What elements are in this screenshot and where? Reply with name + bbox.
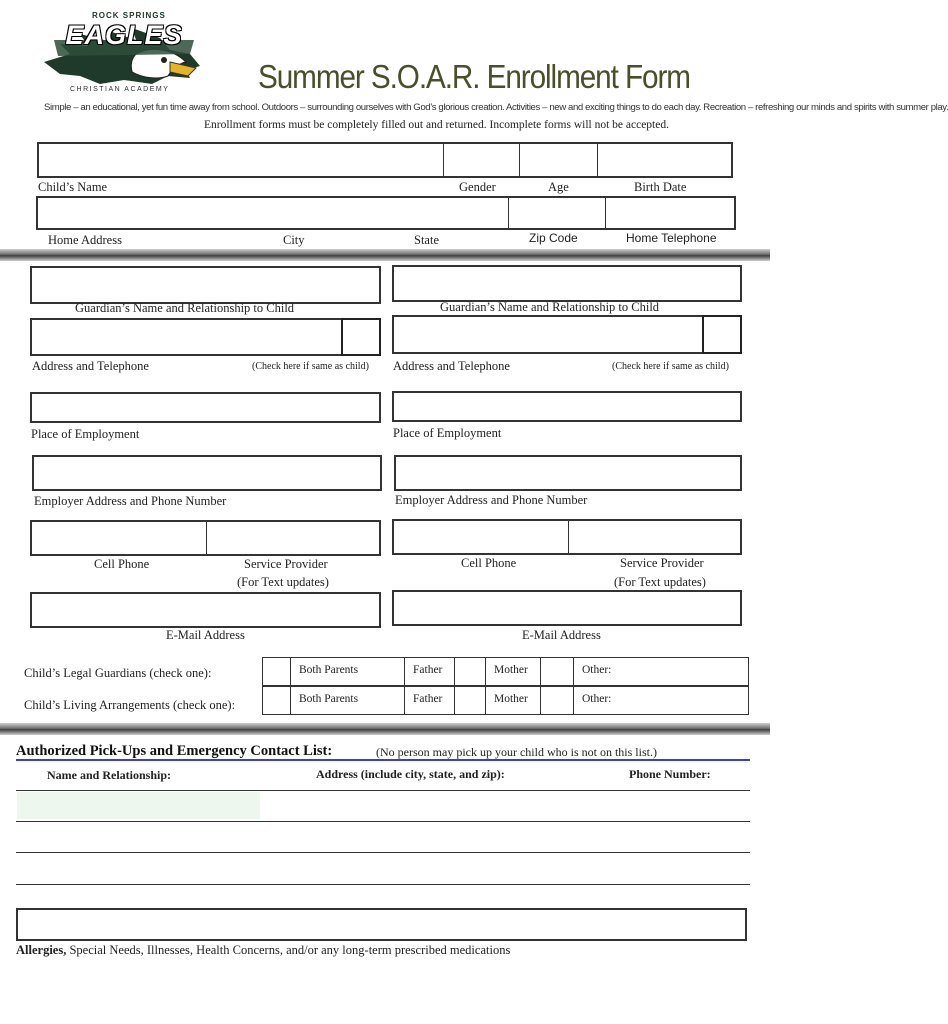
- legal-check-mother[interactable]: [541, 658, 574, 685]
- pickup-heading: Authorized Pick-Ups and Emergency Contact List:: [16, 743, 333, 759]
- state-label: State: [414, 233, 439, 247]
- tagline: Simple – an educational, yet fun time away from school. Outdoors – surrounding ourselves with God’s glorious creation. Activities – new and exciting things to do each day. Recreation – refreshing our minds and spirits with summer play.: [44, 102, 948, 113]
- logo-name: EAGLES: [65, 20, 183, 50]
- guardian1-name-label: Guardian’s Name and Relationship to Child: [75, 301, 295, 315]
- option-both-parents: Both Parents: [291, 687, 405, 714]
- option-mother: Mother: [486, 658, 541, 685]
- guardian2-email-field[interactable]: [392, 590, 742, 626]
- guardian2-employer-address-field[interactable]: [394, 455, 742, 491]
- guardian1-employer-address-field[interactable]: [32, 455, 382, 491]
- age-field[interactable]: [519, 144, 596, 176]
- gender-label: Gender: [459, 180, 496, 194]
- city-label: City: [283, 233, 305, 247]
- contact-row-line[interactable]: [16, 884, 750, 885]
- guardian1-employment-field[interactable]: [30, 392, 381, 423]
- guardian2-employer-address-label: Employer Address and Phone Number: [395, 493, 588, 507]
- guardian2-cell-label: Cell Phone: [461, 556, 517, 570]
- logo-org-bottom: CHRISTIAN ACADEMY: [70, 86, 170, 93]
- zip-code-field[interactable]: [508, 198, 605, 228]
- contact-highlight: [17, 792, 260, 819]
- home-address-field[interactable]: [38, 198, 506, 228]
- gender-field[interactable]: [443, 144, 518, 176]
- option-father: Father: [405, 687, 455, 714]
- allergies-label-bold: Allergies,: [16, 943, 67, 957]
- guardian2-name-label: Guardian’s Name and Relationship to Child: [440, 300, 660, 314]
- page-title: Summer S.O.A.R. Enrollment Form: [258, 58, 690, 95]
- pickup-col-phone: Phone Number:: [629, 767, 711, 781]
- home-telephone-label: Home Telephone: [626, 231, 717, 245]
- option-father: Father: [405, 658, 455, 685]
- logo: [40, 10, 205, 98]
- guardian2-address-label: Address and Telephone: [393, 359, 510, 373]
- legal-check-both-parents[interactable]: [263, 658, 291, 685]
- allergies-label-rest: Special Needs, Illnesses, Health Concerns, and/or any long-term prescribed medications: [66, 943, 511, 957]
- age-label: Age: [548, 180, 569, 194]
- legal-guardians-label: Child’s Legal Guardians (check one):: [24, 666, 212, 680]
- option-both-parents: Both Parents: [291, 658, 405, 685]
- guardian2-name-field[interactable]: [392, 265, 742, 302]
- living-arrangements-options: [262, 686, 749, 715]
- living-check-mother[interactable]: [541, 687, 574, 714]
- pickup-col-address: Address (include city, state, and zip):: [316, 767, 505, 781]
- option-other[interactable]: Other:: [582, 693, 612, 705]
- heading-underline: [16, 759, 750, 761]
- guardian2-provider-field[interactable]: [568, 521, 740, 553]
- guardian1-provider-label: Service Provider: [244, 557, 328, 571]
- guardian2-cell-field[interactable]: [394, 521, 566, 553]
- guardian1-same-checkbox[interactable]: [341, 318, 381, 356]
- contact-row-line[interactable]: [16, 852, 750, 853]
- allergies-field[interactable]: [16, 908, 747, 941]
- section-divider: [0, 249, 770, 261]
- contact-row-line[interactable]: [16, 790, 750, 791]
- pickup-col-name: Name and Relationship:: [47, 768, 172, 782]
- home-address-label: Home Address: [48, 233, 122, 247]
- guardian1-provider-note: (For Text updates): [237, 575, 329, 589]
- home-telephone-field[interactable]: [606, 198, 734, 228]
- guardian1-address-label: Address and Telephone: [32, 359, 149, 373]
- legal-guardians-options: [262, 657, 749, 686]
- pickup-note: (No person may pick up your child who is not on this list.): [376, 745, 657, 759]
- guardian1-provider-field[interactable]: [206, 522, 379, 554]
- zip-code-label: Zip Code: [529, 231, 578, 245]
- logo-org-top: ROCK SPRINGS: [92, 11, 166, 20]
- guardian2-same-checkbox[interactable]: [702, 315, 742, 354]
- legal-check-father[interactable]: [455, 658, 486, 685]
- guardian2-provider-label: Service Provider: [620, 556, 704, 570]
- guardian1-email-field[interactable]: [30, 592, 381, 628]
- living-check-both-parents[interactable]: [263, 687, 291, 714]
- guardian2-same-label: (Check here if same as child): [612, 361, 729, 372]
- guardian1-address-field[interactable]: [30, 318, 381, 356]
- birth-date-label: Birth Date: [634, 180, 687, 194]
- child-name-label: Child’s Name: [38, 180, 108, 194]
- guardian1-employment-label: Place of Employment: [31, 427, 140, 441]
- guardian2-employment-field[interactable]: [392, 391, 742, 422]
- guardian1-cell-label: Cell Phone: [94, 557, 150, 571]
- child-name-field[interactable]: [39, 144, 441, 176]
- guardian1-same-label: (Check here if same as child): [252, 361, 369, 372]
- guardian1-name-field[interactable]: [30, 266, 381, 304]
- section-divider: [0, 723, 770, 735]
- guardian2-address-field[interactable]: [392, 315, 742, 354]
- contact-row-line[interactable]: [16, 821, 750, 822]
- birth-date-field[interactable]: [597, 144, 731, 176]
- guardian1-employer-address-label: Employer Address and Phone Number: [34, 494, 227, 508]
- guardian1-email-label: E-Mail Address: [166, 628, 245, 642]
- notice: Enrollment forms must be completely filled out and returned. Incomplete forms will not be accepted.: [204, 119, 669, 131]
- option-mother: Mother: [486, 687, 541, 714]
- living-arrangements-label: Child’s Living Arrangements (check one):: [24, 698, 236, 712]
- allergies-label: [16, 943, 510, 958]
- guardian2-email-label: E-Mail Address: [522, 628, 601, 642]
- guardian1-cell-field[interactable]: [32, 522, 204, 554]
- guardian2-provider-note: (For Text updates): [614, 575, 706, 589]
- living-check-father[interactable]: [455, 687, 486, 714]
- guardian2-employment-label: Place of Employment: [393, 426, 502, 440]
- option-other[interactable]: Other:: [582, 664, 612, 676]
